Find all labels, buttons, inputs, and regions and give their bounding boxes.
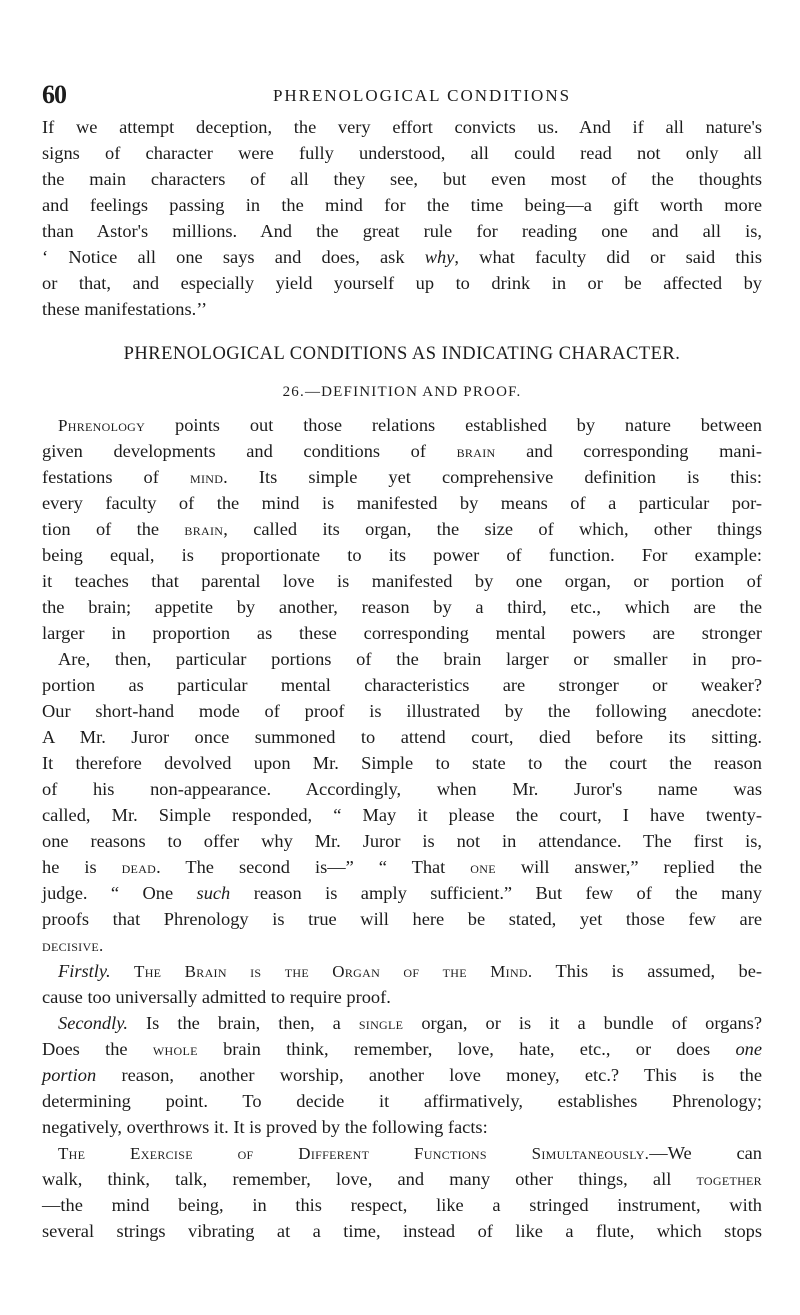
definition-line-7: it teaches that parental love is manifested by one organ, or portion of bbox=[42, 571, 762, 591]
exercise-heading: The Exercise of Different Functions Simultaneously. bbox=[58, 1144, 650, 1163]
definition-line-9: larger in proportion as these corresponding mental powers are stronger bbox=[42, 623, 762, 643]
running-head: PHRENOLOGICAL CONDITIONS bbox=[272, 86, 572, 105]
page-header bbox=[42, 80, 762, 110]
firstly-label: Firstly. bbox=[58, 961, 111, 981]
secondly-line-5: negatively, overthrows it. It is proved by the following facts: bbox=[42, 1117, 488, 1137]
definition-line-15: of his non-appearance. Accordingly, when Mr. Juror's name was bbox=[42, 779, 762, 799]
definition-text: judge. “ One bbox=[42, 883, 197, 903]
intro-line-1: If we attempt deception, the very effort convicts us. And if all nature's bbox=[42, 117, 762, 137]
firstly-line-1 bbox=[58, 958, 762, 985]
definition-text: he is bbox=[42, 857, 122, 877]
definition-line-10: Are, then, particular portions of the brain larger or smaller in pro- bbox=[58, 649, 762, 669]
definition-text: reason is amply sufficient.” But few of the many bbox=[230, 883, 762, 903]
secondly-line-3 bbox=[42, 1062, 762, 1088]
definition-line-21 bbox=[42, 932, 762, 959]
definition-line-6: being equal, is proportionate to its power of function. For example: bbox=[42, 545, 762, 565]
term-together: together bbox=[696, 1170, 762, 1189]
intro-line-4: and feelings passing in the mind for the time being—a gift worth more bbox=[42, 195, 762, 215]
term-brain: brain bbox=[456, 442, 496, 461]
term-brain: brain bbox=[184, 520, 224, 539]
definition-text: , called its organ, the size of which, other things bbox=[223, 519, 762, 539]
definition-line-4: every faculty of the mind is manifested by means of a particular por- bbox=[42, 493, 762, 513]
term-phrenology: Phrenology bbox=[58, 416, 146, 435]
italic-portion: portion bbox=[42, 1065, 97, 1085]
intro-line-5: than Astor's millions. And the great rule for reading one and all is, bbox=[42, 221, 762, 241]
definition-text: will answer,” replied the bbox=[495, 857, 762, 877]
definition-line-18 bbox=[42, 854, 762, 881]
secondly-text: Is the brain, then, a bbox=[127, 1013, 359, 1033]
firstly-heading: The Brain is the Organ of the Mind. bbox=[134, 962, 533, 981]
definition-line-13: A Mr. Juror once summoned to attend court, died before its sitting. bbox=[42, 727, 762, 747]
term-whole: whole bbox=[152, 1040, 198, 1059]
definition-line-16: called, Mr. Simple responded, “ May it please the court, I have twenty- bbox=[42, 805, 762, 825]
intro-line-3: the main characters of all they see, but even most of the thoughts bbox=[42, 169, 762, 189]
firstly-line-2: cause too universally admitted to require proof. bbox=[42, 987, 391, 1007]
quote-line-1 bbox=[42, 244, 762, 270]
quote-line-3: these manifestations.’’ bbox=[42, 299, 208, 319]
definition-text: tion of the bbox=[42, 519, 185, 539]
definition-text: festations of bbox=[42, 467, 190, 487]
term-dead: dead bbox=[121, 858, 157, 877]
exercise-line-4: several strings vibrating at a time, instead of like a flute, which stops bbox=[42, 1221, 762, 1241]
definition-line-3 bbox=[42, 464, 762, 491]
definition-line-14: It therefore devolved upon Mr. Simple to state to the court the reason bbox=[42, 753, 762, 773]
quote-text: ‘ Notice all one says and does, ask bbox=[42, 247, 425, 267]
definition-line-1 bbox=[58, 412, 762, 439]
secondly-text: brain think, remember, love, hate, etc., or does bbox=[197, 1039, 736, 1059]
definition-text: . The second is—” “ That bbox=[156, 857, 471, 877]
definition-line-11: portion as particular mental characteristics are stronger or weaker? bbox=[42, 675, 762, 695]
term-one: one bbox=[470, 858, 496, 877]
section-title: PHRENOLOGICAL CONDITIONS AS INDICATING CHARACTER. bbox=[123, 344, 681, 364]
secondly-line-4: determining point. To decide it affirmatively, establishes Phrenology; bbox=[42, 1091, 762, 1111]
definition-line-12: Our short-hand mode of proof is illustrated by the following anecdote: bbox=[42, 701, 762, 721]
secondly-text: organ, or is it a bundle of organs? bbox=[403, 1013, 762, 1033]
exercise-text: walk, think, talk, remember, love, and many other things, all bbox=[42, 1169, 697, 1189]
definition-line-8: the brain; appetite by another, reason by a third, etc., which are the bbox=[42, 597, 762, 617]
definition-text: given developments and conditions of bbox=[42, 441, 457, 461]
page-number: 60 bbox=[42, 80, 66, 109]
definition-line-17: one reasons to offer why Mr. Juror is not in attendance. The first is, bbox=[42, 831, 762, 851]
italic-such: such bbox=[196, 883, 231, 903]
definition-line-20: proofs that Phrenology is true will here be stated, yet those few are bbox=[42, 909, 762, 929]
secondly-label: Secondly. bbox=[58, 1013, 128, 1033]
definition-line-2 bbox=[42, 438, 762, 465]
secondly-text: reason, another worship, another love money, etc.? This is the bbox=[96, 1065, 762, 1085]
exercise-text: —We can bbox=[649, 1143, 762, 1163]
quote-line-2: or that, and especially yield yourself up to drink in or be affected by bbox=[42, 273, 762, 293]
section-subtitle: 26.—DEFINITION AND PROOF. bbox=[282, 384, 522, 400]
term-mind: mind bbox=[189, 468, 224, 487]
quote-italic-why: why bbox=[424, 247, 455, 267]
term-decisive: decisive. bbox=[42, 936, 104, 955]
exercise-line-3: —the mind being, in this respect, like a stringed instrument, with bbox=[42, 1195, 762, 1215]
definition-line-5 bbox=[42, 516, 762, 543]
secondly-text: Does the bbox=[42, 1039, 153, 1059]
definition-text: . Its simple yet comprehensive definition is this: bbox=[223, 467, 762, 487]
definition-line-19 bbox=[42, 880, 762, 906]
definition-text: points out those relations established by nature between bbox=[145, 415, 762, 435]
definition-text: and corresponding mani- bbox=[495, 441, 762, 461]
exercise-line-1 bbox=[58, 1140, 762, 1167]
exercise-line-2 bbox=[42, 1166, 762, 1193]
intro-line-2: signs of character were fully understood, all could read not only all bbox=[42, 143, 762, 163]
italic-one: one bbox=[735, 1039, 762, 1059]
secondly-line-1 bbox=[58, 1010, 762, 1037]
secondly-line-2 bbox=[42, 1036, 762, 1063]
firstly-text: This is assumed, be- bbox=[532, 961, 763, 981]
quote-text: , what faculty did or said this bbox=[454, 247, 762, 267]
term-single: single bbox=[358, 1014, 404, 1033]
